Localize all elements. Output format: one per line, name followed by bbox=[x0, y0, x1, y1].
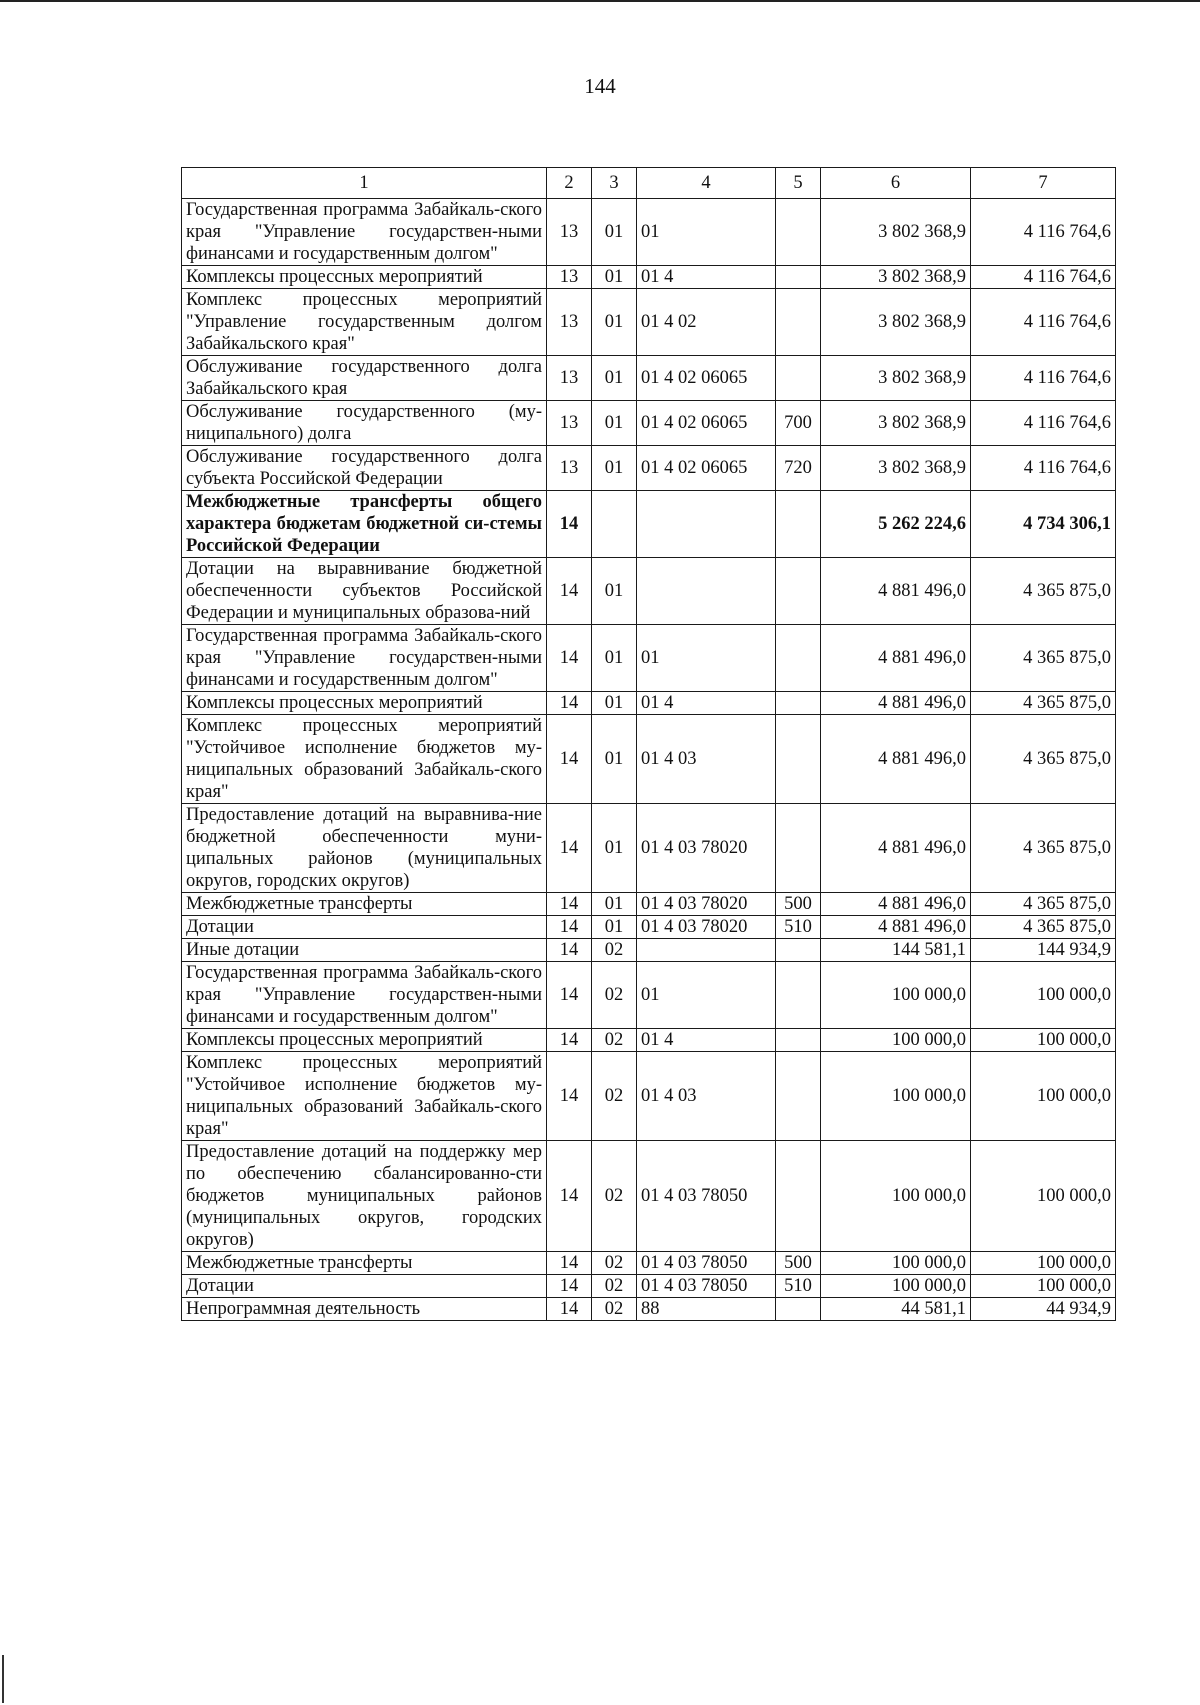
column-header: 1 bbox=[182, 168, 547, 199]
expense-type-cell bbox=[776, 692, 821, 715]
expense-type-cell: 510 bbox=[776, 916, 821, 939]
subsection-code-cell: 01 bbox=[592, 401, 637, 446]
target-article-cell: 01 4 03 78020 bbox=[637, 893, 776, 916]
expense-type-cell bbox=[776, 199, 821, 266]
section-code-cell: 14 bbox=[547, 939, 592, 962]
amount-year2-cell: 144 934,9 bbox=[971, 939, 1116, 962]
section-code-cell: 14 bbox=[547, 1298, 592, 1321]
section-code-cell: 13 bbox=[547, 356, 592, 401]
target-article-cell: 01 4 03 78050 bbox=[637, 1141, 776, 1252]
amount-year1-cell: 3 802 368,9 bbox=[821, 446, 971, 491]
section-code-cell: 14 bbox=[547, 715, 592, 804]
amount-year2-cell: 4 365 875,0 bbox=[971, 692, 1116, 715]
row-name-cell: Иные дотации bbox=[182, 939, 547, 962]
column-header: 3 bbox=[592, 168, 637, 199]
amount-year1-cell: 4 881 496,0 bbox=[821, 715, 971, 804]
target-article-cell: 01 4 bbox=[637, 1029, 776, 1052]
table-row bbox=[182, 558, 1116, 625]
amount-year1-cell: 100 000,0 bbox=[821, 1052, 971, 1141]
subsection-code-cell: 02 bbox=[592, 939, 637, 962]
row-name-cell: Обслуживание государственного долга Забайкальского края bbox=[182, 356, 547, 401]
table-row bbox=[182, 804, 1116, 893]
amount-year1-cell: 3 802 368,9 bbox=[821, 401, 971, 446]
amount-year2-cell: 4 365 875,0 bbox=[971, 715, 1116, 804]
row-name-cell: Дотации bbox=[182, 1275, 547, 1298]
subsection-code-cell: 01 bbox=[592, 715, 637, 804]
expense-type-cell bbox=[776, 1029, 821, 1052]
amount-year2-cell: 4 365 875,0 bbox=[971, 558, 1116, 625]
row-name-cell: Комплексы процессных мероприятий bbox=[182, 1029, 547, 1052]
amount-year1-cell: 3 802 368,9 bbox=[821, 289, 971, 356]
expense-type-cell bbox=[776, 289, 821, 356]
subsection-code-cell: 01 bbox=[592, 625, 637, 692]
amount-year1-cell: 4 881 496,0 bbox=[821, 692, 971, 715]
page-number: 144 bbox=[584, 74, 616, 98]
row-name-cell: Обслуживание государственного (му-ниципального) долга bbox=[182, 401, 547, 446]
row-name-cell: Комплекс процессных мероприятий "Управление государственным долгом Забайкальского края" bbox=[182, 289, 547, 356]
row-name-cell: Дотации на выравнивание бюджетной обеспеченности субъектов Российской Федерации и муниципальных образова-ний bbox=[182, 558, 547, 625]
amount-year1-cell: 3 802 368,9 bbox=[821, 266, 971, 289]
amount-year2-cell: 4 116 764,6 bbox=[971, 446, 1116, 491]
target-article-cell: 01 4 02 bbox=[637, 289, 776, 356]
section-code-cell: 14 bbox=[547, 804, 592, 893]
table-body bbox=[182, 199, 1116, 1321]
expense-type-cell bbox=[776, 625, 821, 692]
amount-year2-cell: 4 365 875,0 bbox=[971, 625, 1116, 692]
row-name-cell: Предоставление дотаций на поддержку мер по обеспечению сбалансированно-сти бюджетов муниципальных районов (муниципальных округов, городских округов) bbox=[182, 1141, 547, 1252]
target-article-cell: 01 4 03 bbox=[637, 715, 776, 804]
section-code-cell: 14 bbox=[547, 625, 592, 692]
table-row bbox=[182, 199, 1116, 266]
amount-year2-cell: 100 000,0 bbox=[971, 1052, 1116, 1141]
table-row bbox=[182, 266, 1116, 289]
section-code-cell: 14 bbox=[547, 1275, 592, 1298]
row-name-cell: Обслуживание государственного долга субъекта Российской Федерации bbox=[182, 446, 547, 491]
subsection-code-cell: 01 bbox=[592, 893, 637, 916]
subsection-code-cell: 02 bbox=[592, 1052, 637, 1141]
amount-year2-cell: 4 116 764,6 bbox=[971, 401, 1116, 446]
table-row bbox=[182, 1252, 1116, 1275]
subsection-code-cell: 01 bbox=[592, 289, 637, 356]
column-header: 2 bbox=[547, 168, 592, 199]
target-article-cell bbox=[637, 491, 776, 558]
target-article-cell: 01 4 02 06065 bbox=[637, 356, 776, 401]
amount-year2-cell: 4 734 306,1 bbox=[971, 491, 1116, 558]
expense-type-cell bbox=[776, 491, 821, 558]
table-row bbox=[182, 1298, 1116, 1321]
expense-type-cell: 510 bbox=[776, 1275, 821, 1298]
target-article-cell: 01 4 03 bbox=[637, 1052, 776, 1141]
amount-year1-cell: 100 000,0 bbox=[821, 962, 971, 1029]
target-article-cell bbox=[637, 939, 776, 962]
subsection-code-cell: 01 bbox=[592, 804, 637, 893]
target-article-cell: 01 4 03 78050 bbox=[637, 1252, 776, 1275]
target-article-cell: 01 4 03 78020 bbox=[637, 916, 776, 939]
target-article-cell: 01 4 02 06065 bbox=[637, 401, 776, 446]
amount-year1-cell: 3 802 368,9 bbox=[821, 199, 971, 266]
table-row bbox=[182, 1029, 1116, 1052]
row-name-cell: Межбюджетные трансферты bbox=[182, 1252, 547, 1275]
target-article-cell: 01 4 bbox=[637, 692, 776, 715]
amount-year2-cell: 4 116 764,6 bbox=[971, 199, 1116, 266]
row-name-cell: Непрограммная деятельность bbox=[182, 1298, 547, 1321]
subsection-code-cell: 01 bbox=[592, 356, 637, 401]
expense-type-cell: 700 bbox=[776, 401, 821, 446]
section-code-cell: 14 bbox=[547, 916, 592, 939]
table-row bbox=[182, 962, 1116, 1029]
subsection-code-cell bbox=[592, 491, 637, 558]
section-code-cell: 14 bbox=[547, 893, 592, 916]
expense-type-cell bbox=[776, 1052, 821, 1141]
amount-year2-cell: 4 365 875,0 bbox=[971, 916, 1116, 939]
amount-year2-cell: 4 365 875,0 bbox=[971, 804, 1116, 893]
budget-table bbox=[181, 167, 1116, 1321]
row-name-cell: Межбюджетные трансферты bbox=[182, 893, 547, 916]
amount-year2-cell: 4 116 764,6 bbox=[971, 289, 1116, 356]
amount-year1-cell: 5 262 224,6 bbox=[821, 491, 971, 558]
subsection-code-cell: 02 bbox=[592, 962, 637, 1029]
row-name-cell: Комплексы процессных мероприятий bbox=[182, 266, 547, 289]
amount-year2-cell: 100 000,0 bbox=[971, 1252, 1116, 1275]
section-code-cell: 14 bbox=[547, 1252, 592, 1275]
subsection-code-cell: 02 bbox=[592, 1275, 637, 1298]
table-row bbox=[182, 625, 1116, 692]
target-article-cell bbox=[637, 558, 776, 625]
subsection-code-cell: 02 bbox=[592, 1029, 637, 1052]
amount-year1-cell: 100 000,0 bbox=[821, 1141, 971, 1252]
target-article-cell: 01 bbox=[637, 962, 776, 1029]
left-margin-mark bbox=[2, 1655, 4, 1703]
table-row bbox=[182, 939, 1116, 962]
table-row bbox=[182, 1052, 1116, 1141]
row-name-cell: Государственная программа Забайкаль-ского края "Управление государствен-ными финансами и государственным долгом" bbox=[182, 625, 547, 692]
amount-year1-cell: 4 881 496,0 bbox=[821, 558, 971, 625]
amount-year2-cell: 4 116 764,6 bbox=[971, 356, 1116, 401]
table-row bbox=[182, 289, 1116, 356]
amount-year1-cell: 4 881 496,0 bbox=[821, 625, 971, 692]
expense-type-cell: 500 bbox=[776, 893, 821, 916]
row-name-cell: Комплексы процессных мероприятий bbox=[182, 692, 547, 715]
expense-type-cell bbox=[776, 1298, 821, 1321]
expense-type-cell bbox=[776, 356, 821, 401]
section-code-cell: 14 bbox=[547, 1029, 592, 1052]
column-header: 5 bbox=[776, 168, 821, 199]
table-row bbox=[182, 1275, 1116, 1298]
subsection-code-cell: 01 bbox=[592, 446, 637, 491]
expense-type-cell bbox=[776, 1141, 821, 1252]
section-code-cell: 13 bbox=[547, 446, 592, 491]
table-row bbox=[182, 491, 1116, 558]
row-name-cell: Государственная программа Забайкаль-ского края "Управление государствен-ными финансами и государственным долгом" bbox=[182, 962, 547, 1029]
amount-year2-cell: 100 000,0 bbox=[971, 962, 1116, 1029]
row-name-cell: Комплекс процессных мероприятий "Устойчивое исполнение бюджетов му-ниципальных образований Забайкаль-ского края" bbox=[182, 715, 547, 804]
table-row bbox=[182, 1141, 1116, 1252]
subsection-code-cell: 01 bbox=[592, 692, 637, 715]
subsection-code-cell: 02 bbox=[592, 1141, 637, 1252]
section-code-cell: 14 bbox=[547, 1052, 592, 1141]
amount-year1-cell: 4 881 496,0 bbox=[821, 893, 971, 916]
table-row bbox=[182, 893, 1116, 916]
expense-type-cell bbox=[776, 804, 821, 893]
row-name-cell: Межбюджетные трансферты общего характера бюджетам бюджетной си-стемы Российской Федерации bbox=[182, 491, 547, 558]
top-rule bbox=[0, 0, 1200, 2]
table-row bbox=[182, 356, 1116, 401]
amount-year2-cell: 100 000,0 bbox=[971, 1029, 1116, 1052]
row-name-cell: Дотации bbox=[182, 916, 547, 939]
table-row bbox=[182, 692, 1116, 715]
section-code-cell: 13 bbox=[547, 199, 592, 266]
section-code-cell: 13 bbox=[547, 266, 592, 289]
subsection-code-cell: 01 bbox=[592, 266, 637, 289]
expense-type-cell bbox=[776, 962, 821, 1029]
row-name-cell: Предоставление дотаций на выравнива-ние бюджетной обеспеченности муни-ципальных районов (муниципальных округов, городских округов) bbox=[182, 804, 547, 893]
subsection-code-cell: 01 bbox=[592, 558, 637, 625]
amount-year1-cell: 44 581,1 bbox=[821, 1298, 971, 1321]
amount-year2-cell: 100 000,0 bbox=[971, 1275, 1116, 1298]
section-code-cell: 14 bbox=[547, 558, 592, 625]
expense-type-cell bbox=[776, 715, 821, 804]
amount-year2-cell: 44 934,9 bbox=[971, 1298, 1116, 1321]
section-code-cell: 14 bbox=[547, 491, 592, 558]
table-row bbox=[182, 715, 1116, 804]
section-code-cell: 13 bbox=[547, 401, 592, 446]
subsection-code-cell: 01 bbox=[592, 199, 637, 266]
table-row bbox=[182, 916, 1116, 939]
amount-year1-cell: 3 802 368,9 bbox=[821, 356, 971, 401]
target-article-cell: 88 bbox=[637, 1298, 776, 1321]
section-code-cell: 14 bbox=[547, 692, 592, 715]
amount-year1-cell: 4 881 496,0 bbox=[821, 916, 971, 939]
section-code-cell: 14 bbox=[547, 962, 592, 1029]
amount-year2-cell: 4 365 875,0 bbox=[971, 893, 1116, 916]
table-row bbox=[182, 446, 1116, 491]
target-article-cell: 01 4 03 78050 bbox=[637, 1275, 776, 1298]
target-article-cell: 01 4 02 06065 bbox=[637, 446, 776, 491]
expense-type-cell bbox=[776, 939, 821, 962]
amount-year1-cell: 100 000,0 bbox=[821, 1275, 971, 1298]
amount-year1-cell: 144 581,1 bbox=[821, 939, 971, 962]
column-header: 6 bbox=[821, 168, 971, 199]
amount-year2-cell: 100 000,0 bbox=[971, 1141, 1116, 1252]
table-row bbox=[182, 401, 1116, 446]
row-name-cell: Комплекс процессных мероприятий "Устойчивое исполнение бюджетов му-ниципальных образований Забайкаль-ского края" bbox=[182, 1052, 547, 1141]
subsection-code-cell: 02 bbox=[592, 1252, 637, 1275]
expense-type-cell: 500 bbox=[776, 1252, 821, 1275]
section-code-cell: 13 bbox=[547, 289, 592, 356]
expense-type-cell bbox=[776, 558, 821, 625]
target-article-cell: 01 bbox=[637, 625, 776, 692]
row-name-cell: Государственная программа Забайкаль-ского края "Управление государствен-ными финансами и государственным долгом" bbox=[182, 199, 547, 266]
target-article-cell: 01 bbox=[637, 199, 776, 266]
expense-type-cell bbox=[776, 266, 821, 289]
amount-year2-cell: 4 116 764,6 bbox=[971, 266, 1116, 289]
target-article-cell: 01 4 bbox=[637, 266, 776, 289]
subsection-code-cell: 02 bbox=[592, 1298, 637, 1321]
section-code-cell: 14 bbox=[547, 1141, 592, 1252]
table-header-row bbox=[182, 168, 1116, 199]
column-header: 7 bbox=[971, 168, 1116, 199]
subsection-code-cell: 01 bbox=[592, 916, 637, 939]
amount-year1-cell: 100 000,0 bbox=[821, 1029, 971, 1052]
expense-type-cell: 720 bbox=[776, 446, 821, 491]
column-header: 4 bbox=[637, 168, 776, 199]
target-article-cell: 01 4 03 78020 bbox=[637, 804, 776, 893]
amount-year1-cell: 100 000,0 bbox=[821, 1252, 971, 1275]
amount-year1-cell: 4 881 496,0 bbox=[821, 804, 971, 893]
